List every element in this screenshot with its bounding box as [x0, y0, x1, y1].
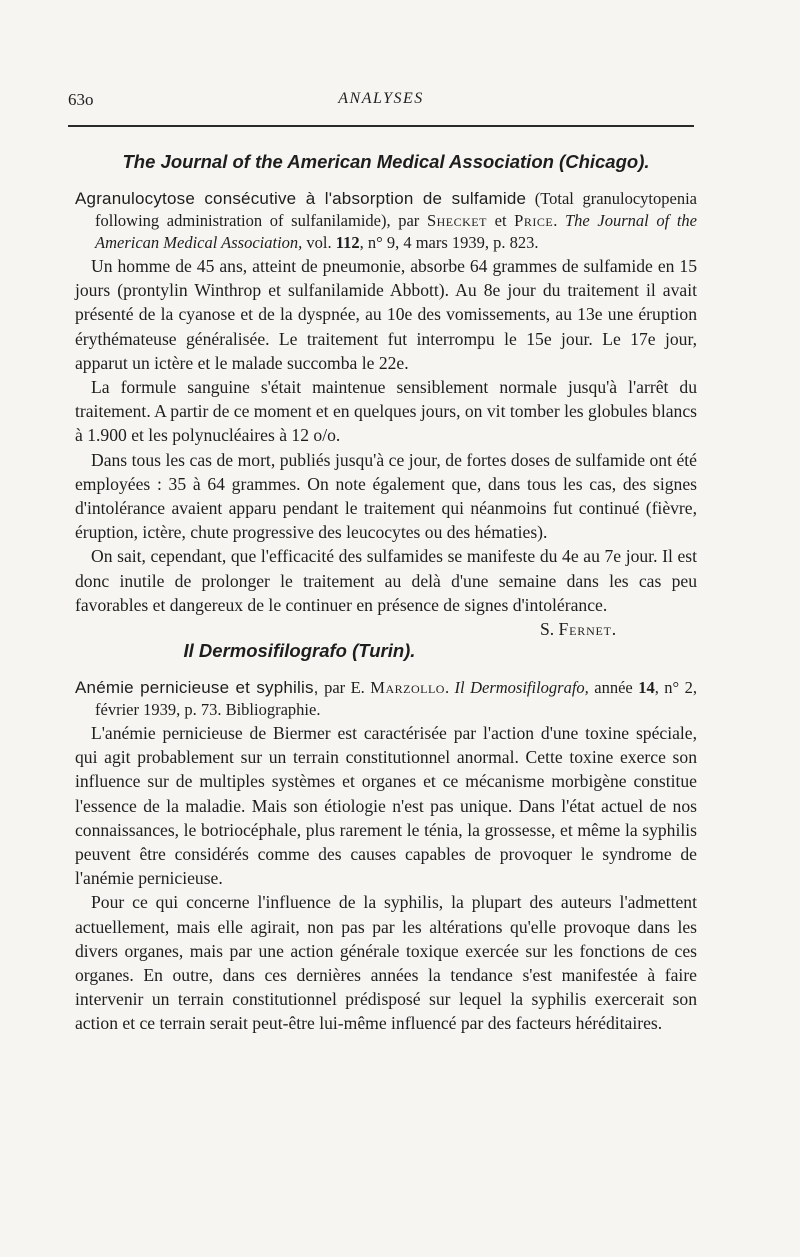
issue-details: , n° 2, février 1939, p. 73. Bibliographie.: [95, 678, 697, 720]
citation-separator: .: [444, 678, 455, 698]
article-citation-agranulocytose: [75, 188, 697, 254]
journal-heading-dermosifilografo: Il Dermosifilografo (Turin).: [183, 640, 416, 662]
author-name: Price: [514, 211, 554, 230]
citation-separator: .: [553, 211, 565, 230]
article-citation-anemie: [75, 677, 697, 721]
article-title: Anémie pernicieuse et syphilis,: [75, 678, 319, 698]
citation-conjunction: et: [486, 211, 515, 230]
citation-text: (Total granulocytopenia following administration of sulfanilamide), par: [95, 189, 697, 230]
running-title: ANALYSES: [338, 90, 424, 107]
body-paragraph: Pour ce qui concerne l'influence de la syphilis, la plupart des auteurs l'admettent actuellement, mais elle agirait, non pas par les altérations qu'elle provoque dans les divers organes, mais par une action générale toxique exercée sur les fonctions de ces organes. En outre, dans ces dernières années la tendance s'est manifestée à faire intervenir un terrain constitutionnel prédisposé sur lequel la syphilis exercerait son action et ce terrain serait peut-être lui-même influencé par des facteurs héréditaires.: [75, 892, 697, 1034]
body-paragraph: Un homme de 45 ans, atteint de pneumonie, absorbe 64 grammes de sulfamide en 15 jours (prontylin Winthrop et sulfanilamide Abbott). Au 8e jour du traitement il avait présenté de la cyanose et de la dyspnée, au 10e des vomissements, au 13e une éruption érythémateuse généralisée. Le traitement fut interrompu le 15e jour. Le 17e jour, apparut un ictère et le malade succomba le 22e.: [75, 256, 697, 373]
journal-heading-jama: The Journal of the American Medical Association (Chicago).: [122, 151, 650, 172]
paragraph-text: On sait, cependant, que l'efficacité des sulfamides se manifeste du 4e au 7e jour. Il est donc inutile de prolonger le traitement au delà d'une semaine dans les cas peu favorables et dangereux de le continuer en présence de signes d'intolérance.: [75, 546, 697, 615]
issue-details: , n° 9, 4 mars 1939, p. 823.: [359, 233, 539, 252]
body-paragraph: La formule sanguine s'était maintenue sensiblement normale jusqu'à l'arrêt du traitement. A partir de ce moment et en quelques jours, on vit tomber les globules blancs à 1.900 et les polynucléaires à 12 o/o.: [75, 377, 697, 446]
signature-initial: S.: [539, 619, 559, 640]
signature-name: Fernet.: [558, 619, 617, 640]
reviewer-signature: [524, 617, 697, 641]
body-paragraph: L'anémie pernicieuse de Biermer est caractérisée par l'action d'une toxine spéciale, qui agit probablement sur un terrain constitutionnel anormal. Cette toxine exerce son influence sur de multiples systèmes et organes et ce mécanisme morbigène constitue l'essence de la maladie. Mais son étiologie n'est pas unique. Dans l'état actuel de nos connaissances, le botriocéphale, plus rarement le ténia, la grossesse, et même la syphilis peuvent être considérés comme des causes capables de provoquer le syndrome de l'anémie pernicieuse.: [75, 723, 697, 889]
page-content: [75, 150, 697, 1036]
page-number: 63o: [68, 90, 94, 109]
volume-label: vol.: [302, 233, 336, 252]
running-head: [68, 90, 694, 114]
volume-number: 112: [335, 233, 360, 252]
year-label: année: [588, 678, 639, 698]
body-paragraph-with-signature: [75, 544, 697, 640]
author-name: Shecket: [426, 211, 487, 230]
journal-reference: The Journal of the American Medical Association,: [95, 211, 697, 252]
citation-text: par E.: [318, 678, 371, 698]
article-title: Agranulocytose consécutive à l'absorption de sulfamide: [75, 189, 527, 208]
journal-reference: Il Dermosifilografo,: [454, 678, 589, 698]
body-paragraph: Dans tous les cas de mort, publiés jusqu'à ce jour, de fortes doses de sulfamide ont été employées : 35 à 64 grammes. On note également que, dans tous les cas, des signes d'intolérance avaient apparu pendant le traitement qui néanmoins fut continué (fièvre, éruption, ictère, chute progressive des leucocytes ou des hématies).: [75, 449, 697, 543]
year-number: 14: [638, 678, 655, 698]
author-name: Marzollo: [370, 678, 445, 698]
header-rule: [68, 125, 694, 127]
